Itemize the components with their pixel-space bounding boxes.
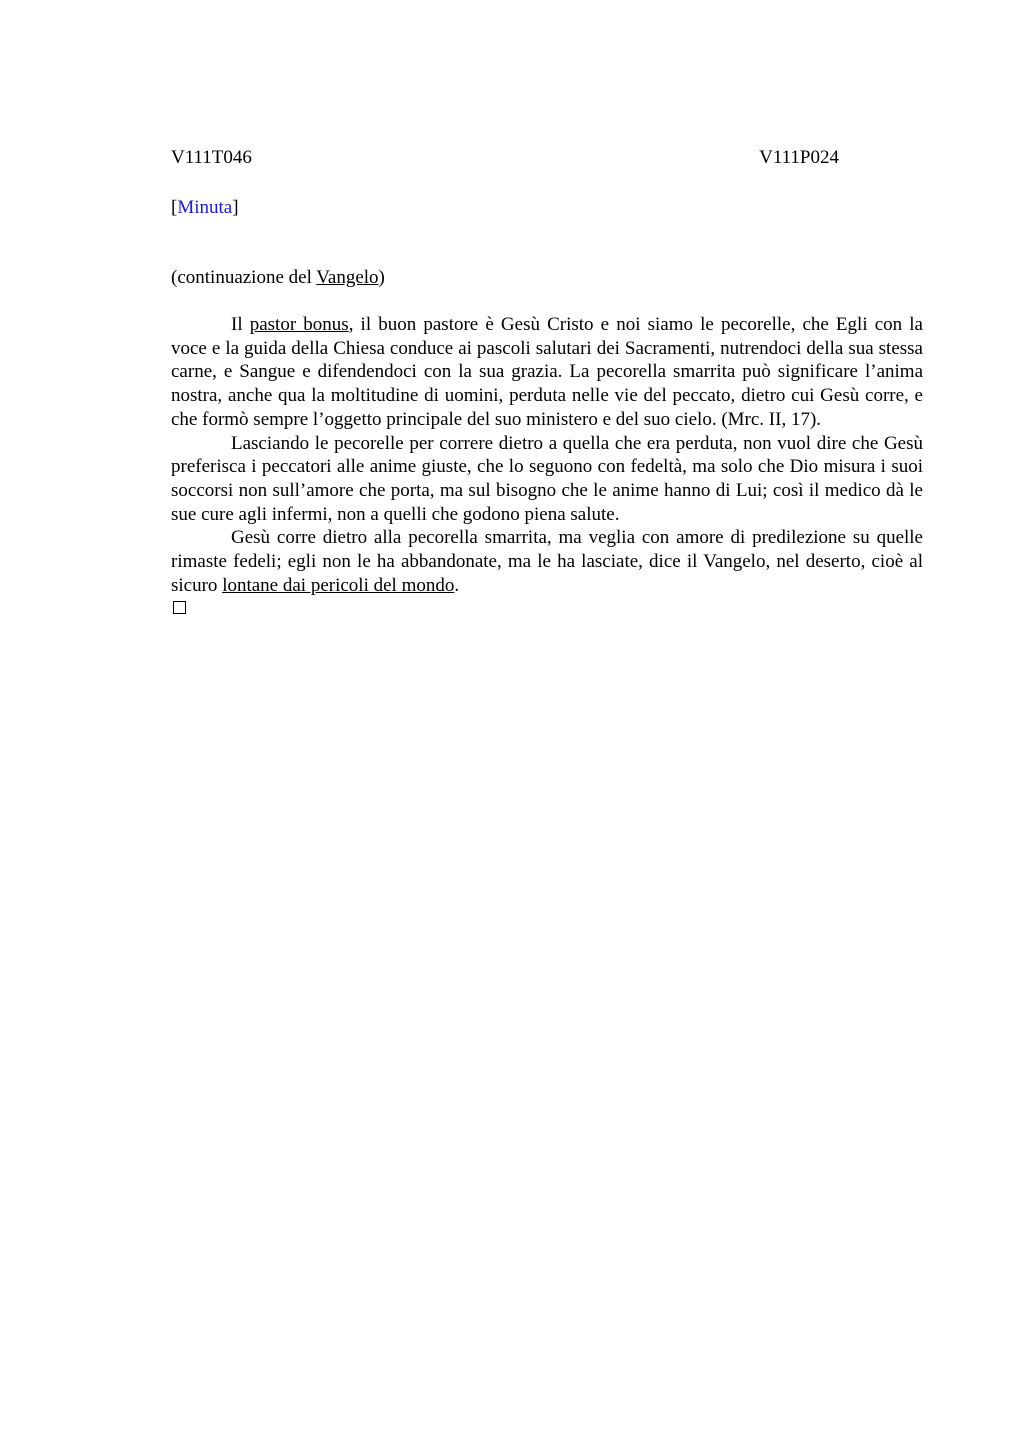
page-code-right: V111P024: [759, 147, 839, 168]
paragraph-1-underlined: pastor bonus: [249, 314, 349, 335]
continuation-line: [171, 266, 923, 290]
minuta-link[interactable]: Minuta: [177, 197, 233, 218]
paragraph-2: [171, 432, 923, 527]
continuation-underlined: Vangelo: [316, 267, 379, 288]
continuation-suffix: ): [378, 267, 385, 288]
paragraph-2-text: Lasciando le pecorelle per correre dietro a quella che era perduta, non vuol dire che Gesù preferisca i peccatori alle anime giuste, che lo seguono con fedeltà, ma solo che Dio misura i suoi soccorsi non sull’amore che porta, ma sul bisogno che le anime hanno di Lui; così il medico dà le sue cure agli infermi, non a quelli che godono piena salute.: [171, 432, 923, 525]
empty-square-icon: [173, 601, 186, 614]
document-page: [171, 146, 923, 621]
document-body: [171, 313, 923, 621]
minuta-close-bracket: ]: [232, 197, 239, 218]
paragraph-3-underlined: lontane dai pericoli del mondo: [222, 574, 455, 596]
paragraph-1-prefix: Il: [231, 314, 250, 335]
paragraph-3-suffix: .: [454, 574, 460, 596]
paragraph-1: [171, 313, 923, 432]
end-marker: [171, 597, 923, 621]
paragraph-3: [171, 526, 923, 597]
document-header: [171, 146, 839, 170]
document-code-left: V111T046: [171, 147, 252, 168]
continuation-prefix: (continuazione del: [171, 267, 317, 288]
paragraph-3-text: Gesù corre dietro alla pecorella smarrita, ma veglia con amore di predilezione su quelle rimaste fedeli; egli non le ha abbandonate, ma le ha lasciate, dice il Vangelo, nel deserto, cioè al sicuro: [171, 527, 923, 596]
minuta-label: [171, 196, 923, 220]
paragraph-1-text: , il buon pastore è Gesù Cristo e noi siamo le pecorelle, che Egli con la voce e la guida della Chiesa conduce ai pascoli salutari dei Sacramenti, nutrendoci della sua stessa carne, e Sangue e difendendoci con la sua grazia. La pecorella smarrita può significare l’anima nostra, anche qua la moltitudine di uomini, perduta nelle vie del peccato, dietro cui Gesù corre, e che formò sempre l’oggetto principale del suo ministero e del suo cielo. (Mrc. II, 17).: [171, 314, 923, 430]
minuta-open-bracket: [: [171, 197, 178, 218]
